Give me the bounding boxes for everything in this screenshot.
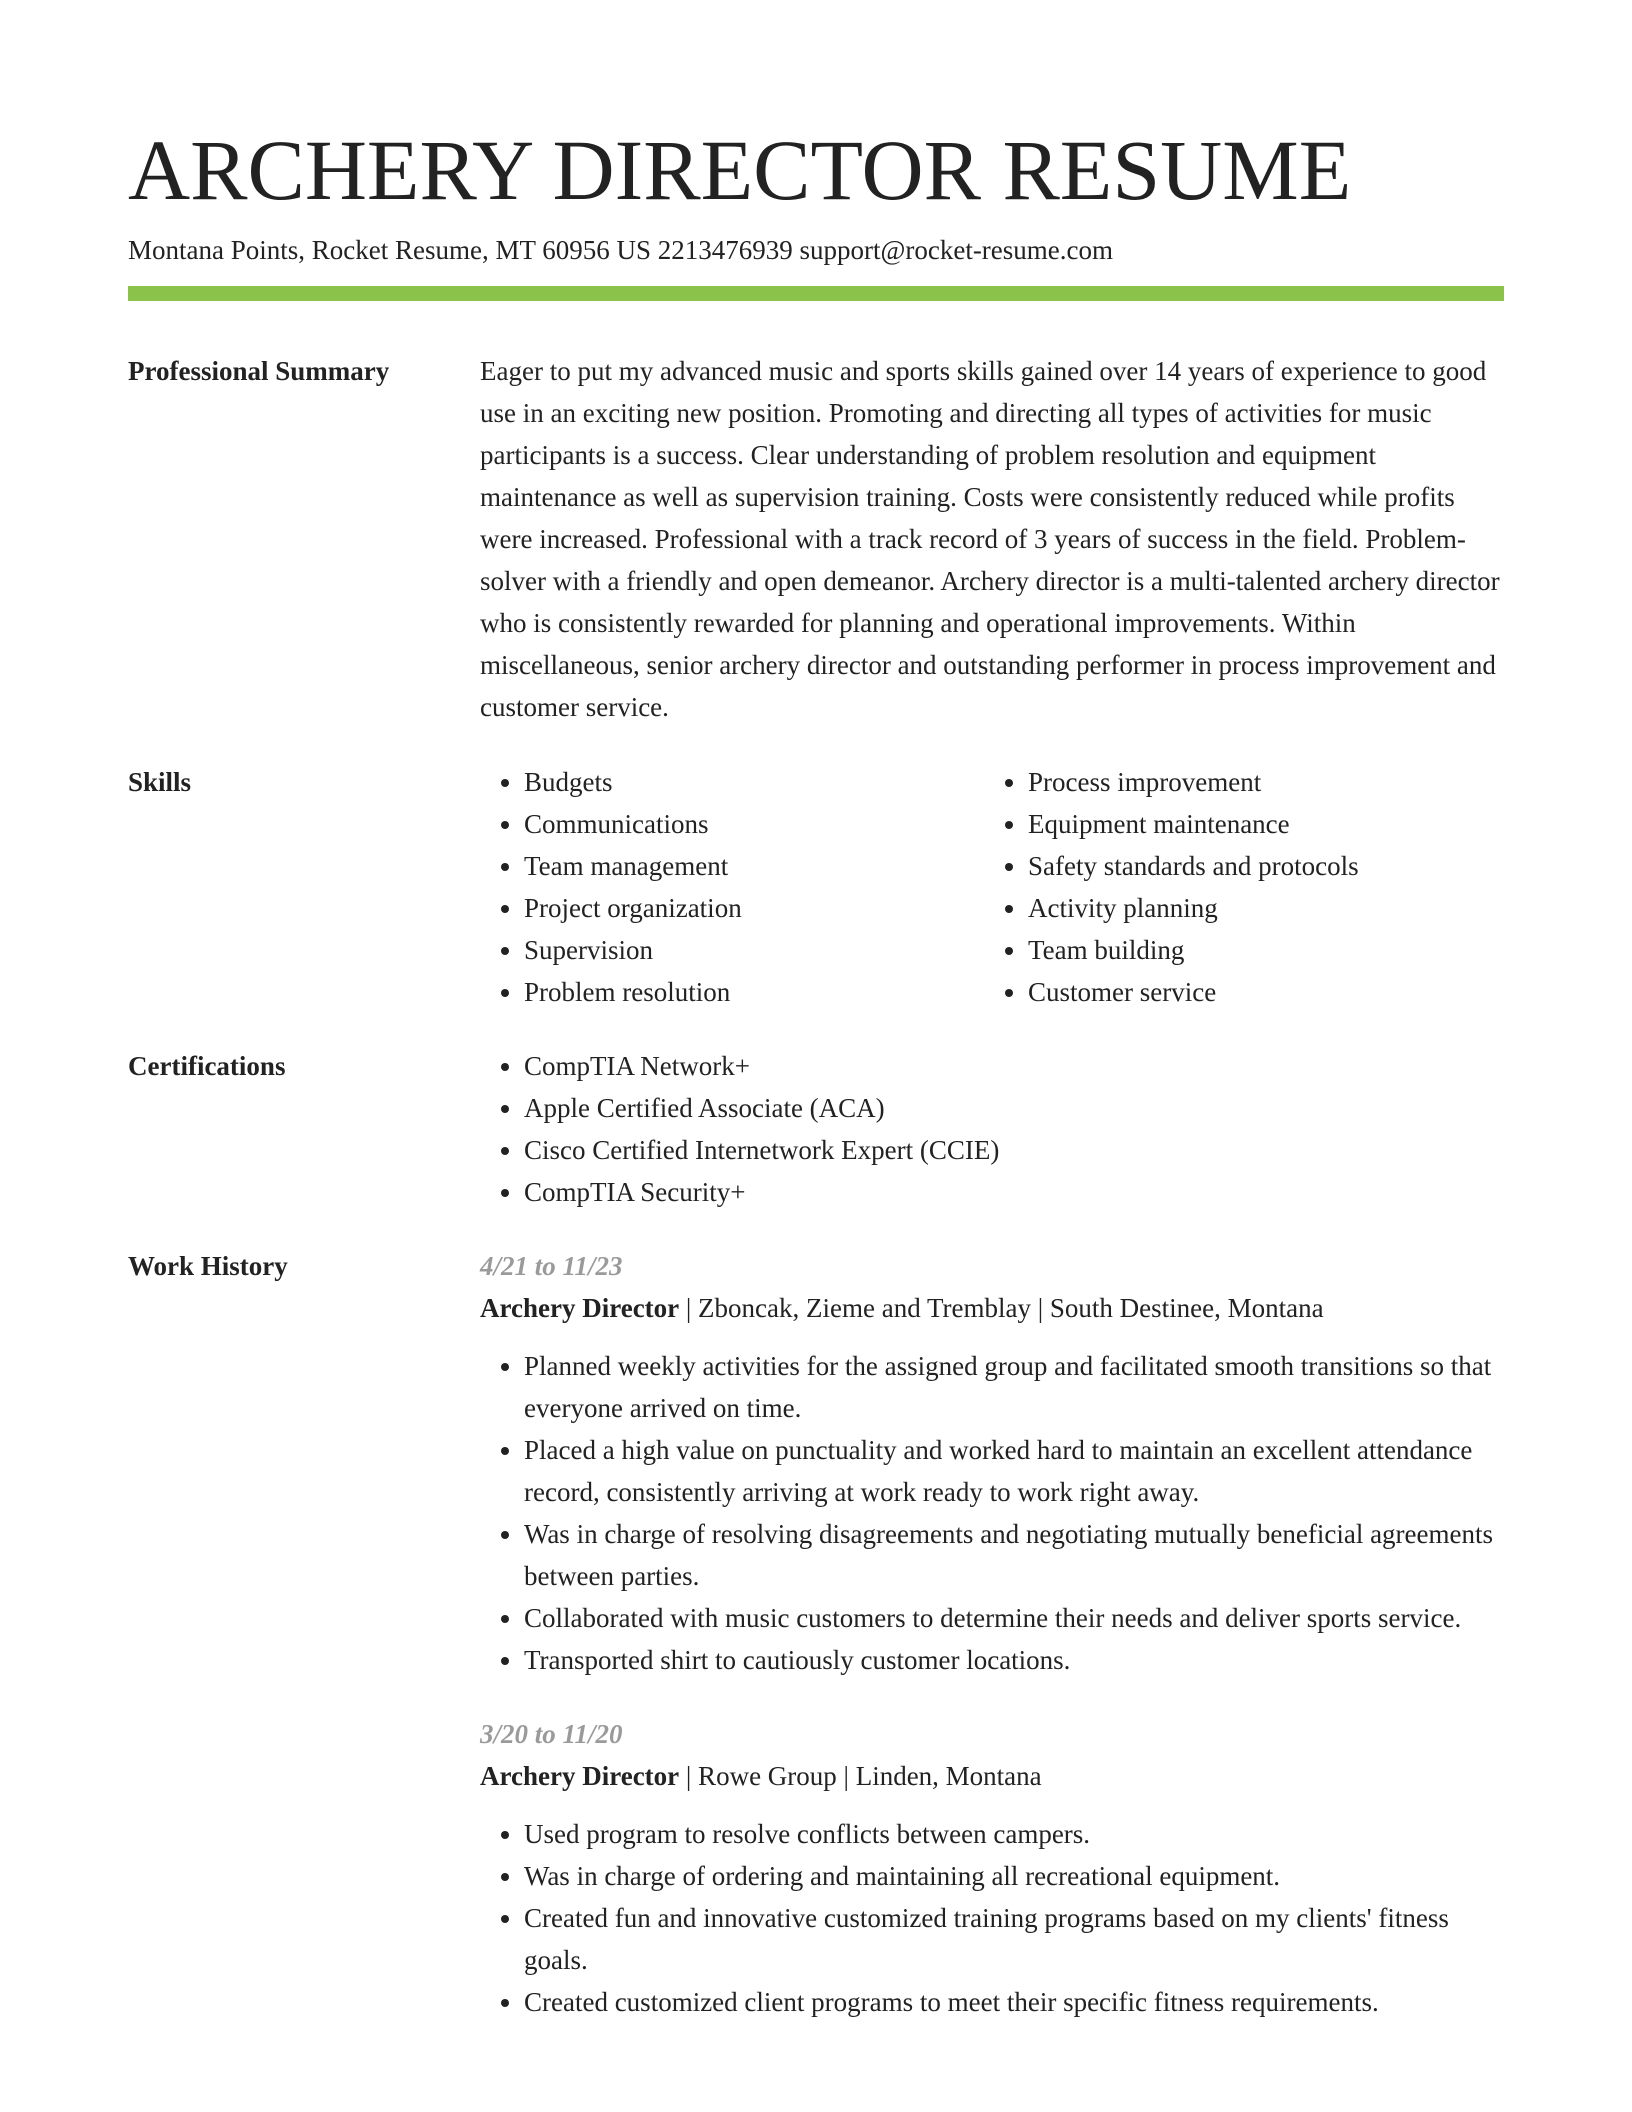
skills-grid <box>480 761 1504 1013</box>
skill-item: • Team building <box>1028 929 1488 971</box>
job-title: Archery Director <box>480 1293 680 1323</box>
job-bullet: • Created fun and innovative customized training programs based on my clients' fitness goals. <box>524 1897 1504 1981</box>
job-bullet: • Used program to resolve conflicts between campers. <box>524 1813 1504 1855</box>
job-bullet: • Collaborated with music customers to determine their needs and deliver sports service. <box>524 1597 1504 1639</box>
skill-item: • Activity planning <box>1028 887 1488 929</box>
skills-column-right <box>984 761 1488 1013</box>
certification-item: • Apple Certified Associate (ACA) <box>524 1087 1504 1129</box>
resume-title: ARCHERY DIRECTOR RESUME <box>128 122 1352 218</box>
job-bullet: • Was in charge of resolving disagreements and negotiating mutually beneficial agreements between parties. <box>524 1513 1504 1597</box>
skill-item: • Team management <box>524 845 984 887</box>
certification-item: • Cisco Certified Internetwork Expert (CCIE) <box>524 1129 1504 1171</box>
job-dates: 3/20 to 11/20 <box>480 1719 623 1749</box>
work-history-label: Work History <box>128 1251 288 1281</box>
certification-item: • CompTIA Security+ <box>524 1171 1504 1213</box>
job-heading <box>480 1755 1504 1797</box>
skills-column-left <box>480 761 984 1013</box>
header-divider <box>128 286 1504 301</box>
job-bullet: • Created customized client programs to meet their specific fitness requirements. <box>524 1981 1504 2023</box>
skill-item: • Process improvement <box>1028 761 1488 803</box>
skill-item: • Supervision <box>524 929 984 971</box>
job-entry <box>480 1713 1504 2023</box>
contact-info: Montana Points, Rocket Resume, MT 60956 US 2213476939 support@rocket-resume.com <box>128 235 1114 265</box>
job-entry <box>480 1245 1504 1681</box>
job-title: Archery Director <box>480 1761 680 1791</box>
job-employer-location: | Rowe Group | Linden, Montana <box>679 1761 1042 1791</box>
skill-item: • Project organization <box>524 887 984 929</box>
job-bullet: • Placed a high value on punctuality and worked hard to maintain an excellent attendance record, consistently arriving at work ready to work right away. <box>524 1429 1504 1513</box>
skills-label: Skills <box>128 767 192 797</box>
summary-label: Professional Summary <box>128 356 390 386</box>
certifications-label: Certifications <box>128 1051 286 1081</box>
skill-item: • Customer service <box>1028 971 1488 1013</box>
certification-item: • CompTIA Network+ <box>524 1045 1504 1087</box>
job-heading <box>480 1287 1504 1329</box>
skill-item: • Problem resolution <box>524 971 984 1013</box>
job-employer-location: | Zboncak, Zieme and Tremblay | South Destinee, Montana <box>679 1293 1324 1323</box>
job-bullet: • Transported shirt to cautiously customer locations. <box>524 1639 1504 1681</box>
job-bullet: • Was in charge of ordering and maintaining all recreational equipment. <box>524 1855 1504 1897</box>
summary-text: Eager to put my advanced music and sports skills gained over 14 years of experience to good use in an exciting new position. Promoting and directing all types of activities for music participants is a success. Clear understanding of problem resolution and equipment maintenance as well as supervision training. Costs were consistently reduced while profits were increased. Professional with a track record of 3 years of success in the field. Problem-solver with a friendly and open demeanor. Archery director is a multi-talented archery director who is consistently rewarded for planning and operational improvements. Within miscellaneous, senior archery director and outstanding performer in process improvement and customer service. <box>480 356 1500 722</box>
skill-item: • Safety standards and protocols <box>1028 845 1488 887</box>
job-dates: 4/21 to 11/23 <box>480 1251 623 1281</box>
skill-item: • Budgets <box>524 761 984 803</box>
job-bullet: • Planned weekly activities for the assigned group and facilitated smooth transitions so that everyone arrived on time. <box>524 1345 1504 1429</box>
skill-item: • Communications <box>524 803 984 845</box>
skill-item: • Equipment maintenance <box>1028 803 1488 845</box>
